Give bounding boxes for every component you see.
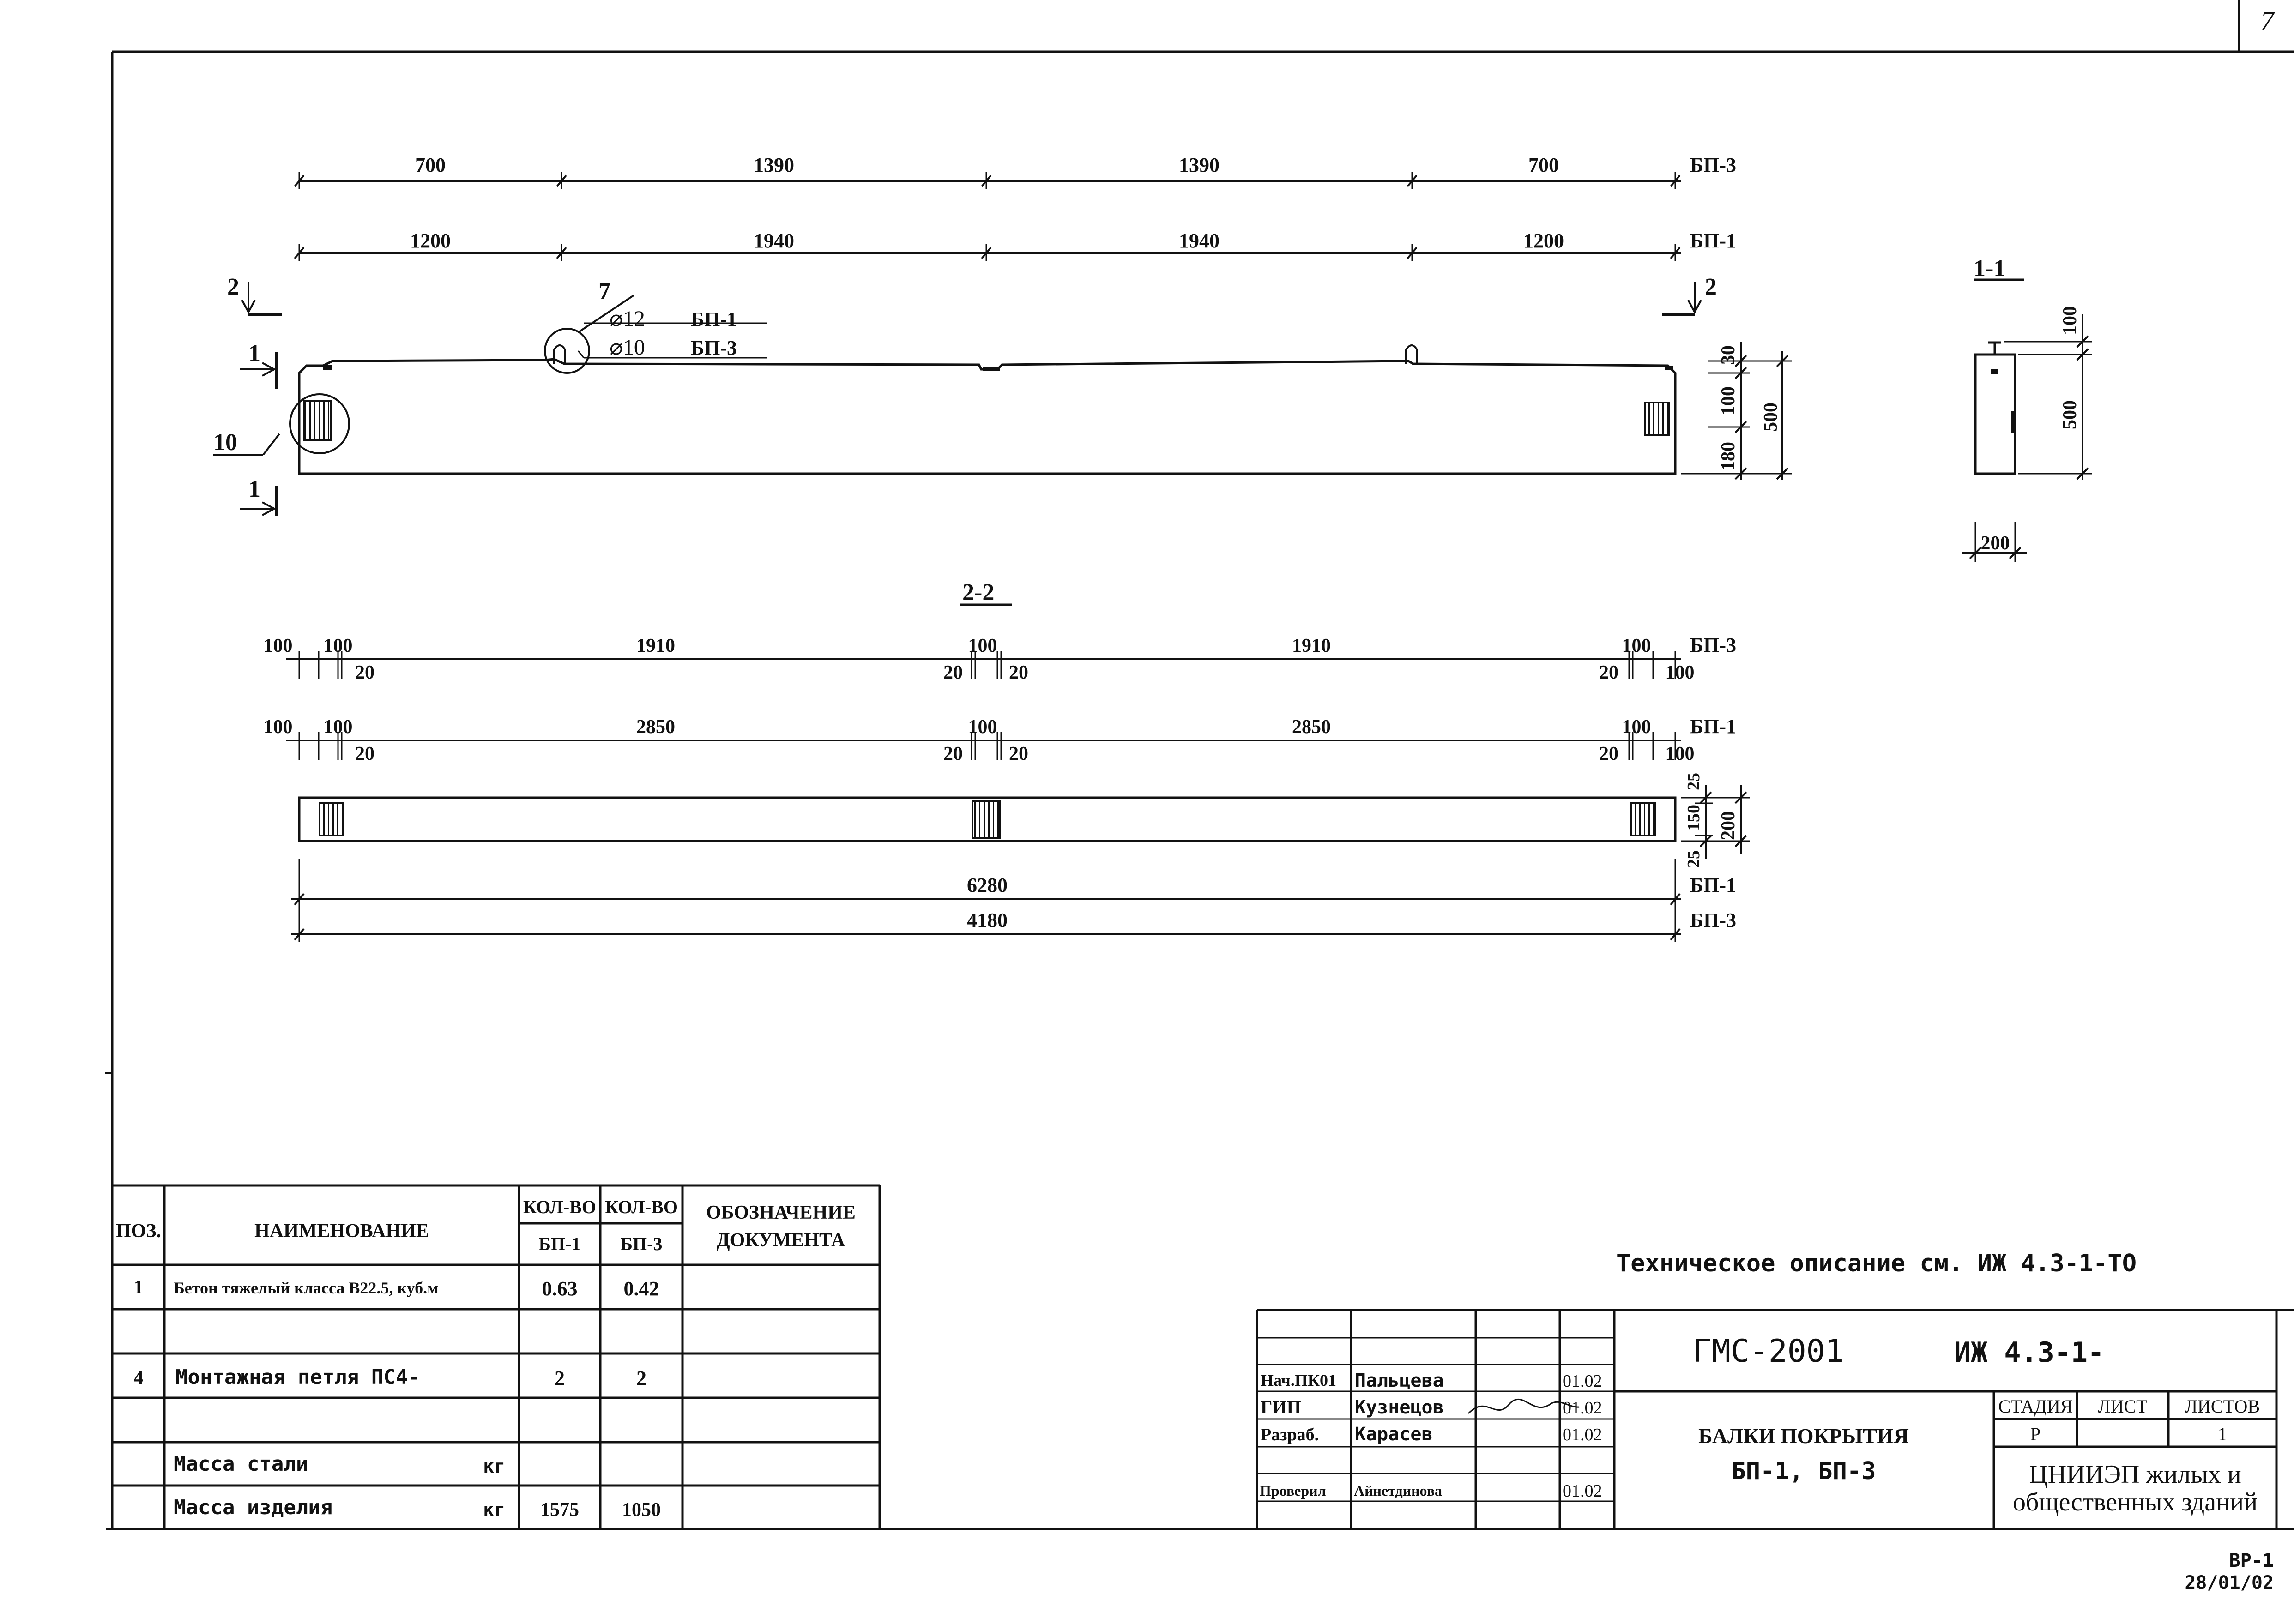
- elevation-view: [213, 154, 1792, 516]
- dim-text: 100: [263, 635, 293, 656]
- signature-row: [1261, 1397, 1602, 1418]
- sign-date: 01.02: [1563, 1371, 1602, 1391]
- dim-text: 1390: [754, 154, 794, 176]
- person-name: Карасев: [1355, 1424, 1433, 1445]
- col-header-name: НАИМЕНОВАНИЕ: [254, 1221, 429, 1242]
- stage-header: СТАДИЯ: [1998, 1396, 2073, 1417]
- dim-row-bp3-top: [295, 154, 1736, 189]
- table-row-mass-item: [174, 1496, 661, 1521]
- dim-text: 1940: [1179, 229, 1219, 252]
- cell-qty1: 2: [555, 1367, 565, 1389]
- plan-2-2-view: [264, 579, 1751, 942]
- stage-value: Р: [2030, 1424, 2041, 1444]
- project-code: ГМС-2001: [1693, 1333, 1844, 1370]
- dim-text: 100: [1665, 743, 1695, 764]
- dim-text: 180: [1718, 442, 1739, 471]
- dim-text: 1910: [1292, 635, 1331, 656]
- embedded-plate: [972, 801, 1000, 838]
- corner-mark: 7: [2260, 6, 2274, 36]
- sign-date: 01.02: [1563, 1425, 1602, 1444]
- cell-qty1: 0.63: [542, 1277, 578, 1300]
- bottom-date: 28/01/02: [2185, 1572, 2274, 1594]
- col-header-qty1: КОЛ-ВО: [523, 1197, 597, 1217]
- callout-label: БП-1: [691, 308, 737, 331]
- dim-text: 20: [1009, 743, 1028, 764]
- cell-name: Масса изделия: [174, 1496, 333, 1519]
- dim-text: 25: [1684, 773, 1703, 790]
- table-row-mass-steel: [174, 1452, 505, 1477]
- dim-text: 4180: [967, 909, 1008, 932]
- cell-qty2: 0.42: [623, 1277, 659, 1300]
- dim-label: БП-1: [1690, 715, 1736, 738]
- callout-diam-12: ⌀12: [610, 307, 645, 331]
- callout-circle-loop: [545, 329, 589, 373]
- plan-dim-row-bp3: [264, 634, 1736, 683]
- sign-date: 01.02: [1563, 1481, 1602, 1501]
- dim-text: 100: [323, 716, 353, 738]
- callout-pos-10: 10: [213, 429, 237, 456]
- person-name: Кузнецов: [1355, 1397, 1444, 1418]
- svg-text:1: 1: [248, 476, 260, 502]
- dim-text: 2850: [1292, 716, 1331, 738]
- section-mark-2-left: [227, 274, 282, 315]
- col-header-doc: ОБОЗНАЧЕНИЕ: [706, 1202, 856, 1223]
- dim-text: 20: [943, 743, 963, 764]
- dim-text: 20: [943, 662, 963, 683]
- cell-qty1: 1575: [540, 1499, 579, 1521]
- dim-text: 200: [1980, 533, 2010, 554]
- technical-note: Техническое описание см. ИЖ 4.3-1-ТО: [1616, 1250, 2137, 1277]
- col-header-pos: ПОЗ.: [115, 1221, 162, 1242]
- sheets-header: ЛИСТОВ: [2185, 1396, 2260, 1417]
- dim-row-bp1: [295, 229, 1736, 261]
- dim-text: 20: [355, 743, 374, 764]
- cell-name: Масса стали: [174, 1452, 308, 1476]
- embedded-plate: [1645, 403, 1669, 435]
- dim-text: 1390: [1179, 154, 1219, 176]
- dim-label: БП-3: [1690, 154, 1736, 176]
- signature-row: [1261, 1370, 1602, 1391]
- dim-text: 700: [415, 154, 446, 176]
- sign-date: 01.02: [1563, 1398, 1602, 1418]
- dim-text: 30: [1718, 345, 1739, 365]
- dim-text: 25: [1684, 850, 1703, 868]
- col-header-qty1-sub: БП-1: [538, 1233, 581, 1254]
- svg-text:2: 2: [227, 274, 239, 300]
- svg-text:2: 2: [1705, 274, 1717, 300]
- dim-text: 100: [323, 635, 353, 656]
- cell-qty2: 2: [636, 1367, 646, 1389]
- dim-text: 1200: [410, 229, 451, 252]
- beam-elevation-outline: [299, 359, 1675, 474]
- person-name: Айнетдинова: [1354, 1482, 1443, 1499]
- plan-side-dims: [1681, 773, 1750, 868]
- document-code: ИЖ 4.3-1-: [1954, 1336, 2105, 1369]
- section-mark-1-top: [240, 340, 276, 389]
- col-header-qty2: КОЛ-ВО: [604, 1197, 678, 1217]
- title-block: [1257, 1310, 2294, 1529]
- section-mark-1-bottom: [240, 476, 276, 516]
- organization: общественных зданий: [2012, 1488, 2258, 1516]
- section-1-1-view: [1962, 255, 2092, 562]
- dim-text: 6280: [967, 874, 1008, 896]
- embedded-plate: [320, 803, 344, 836]
- dim-text: 100: [968, 635, 997, 656]
- dim-text: 200: [1718, 811, 1739, 840]
- callout-pos-7: 7: [598, 278, 610, 305]
- role-label: Проверил: [1260, 1482, 1326, 1499]
- dim-text: 20: [1009, 662, 1028, 683]
- dim-text: 700: [1528, 154, 1559, 176]
- drawing-subtitle: БП-1, БП-3: [1731, 1457, 1876, 1485]
- dim-text: 100: [2059, 306, 2081, 335]
- drawing-title: БАЛКИ ПОКРЫТИЯ: [1698, 1424, 1909, 1448]
- role-label: Разраб.: [1261, 1425, 1319, 1444]
- dim-text: 100: [1665, 662, 1695, 683]
- embedded-plate: [304, 401, 331, 440]
- dim-text: 1910: [636, 635, 675, 656]
- sheets-value: 1: [2218, 1424, 2227, 1444]
- dim-text: 20: [1599, 743, 1618, 764]
- dim-text: 500: [2059, 400, 2081, 429]
- col-header-qty2-sub: БП-3: [620, 1233, 663, 1254]
- dim-text: 1200: [1523, 229, 1564, 252]
- specification-table: [112, 1185, 880, 1529]
- dim-text: 100: [968, 716, 997, 738]
- cell-unit: кг: [483, 1499, 506, 1521]
- cell-qty2: 1050: [622, 1499, 661, 1521]
- vertical-dims: [1681, 342, 1792, 480]
- sheet-header: ЛИСТ: [2098, 1396, 2148, 1417]
- dim-label: БП-3: [1690, 909, 1736, 932]
- section-title: 2-2: [962, 579, 995, 606]
- person-name: Пальцева: [1355, 1370, 1444, 1391]
- dim-text: 20: [355, 662, 374, 683]
- embedded-plate: [1631, 803, 1655, 836]
- table-row: [134, 1277, 659, 1300]
- dim-text: 2850: [636, 716, 675, 738]
- dim-label: БП-1: [1690, 874, 1736, 896]
- dim-text: 100: [1622, 716, 1651, 738]
- role-label: Нач.ПК01: [1261, 1371, 1336, 1389]
- dim-label: БП-1: [1690, 229, 1736, 252]
- cell-unit: кг: [483, 1456, 506, 1477]
- callout-diam-10: ⌀10: [610, 335, 645, 360]
- cell-pos: 1: [133, 1277, 144, 1298]
- signature-row: [1261, 1424, 1602, 1445]
- cell-pos: 4: [133, 1367, 144, 1389]
- signature-row: [1260, 1481, 1602, 1501]
- dim-text: 1940: [754, 229, 794, 252]
- cell-name: Бетон тяжелый класса В22.5, куб.м: [174, 1279, 439, 1297]
- dim-text: 150: [1684, 805, 1703, 831]
- table-row: [134, 1365, 647, 1389]
- section-mark-2-right: [1662, 274, 1717, 315]
- dim-text: 100: [1718, 386, 1739, 415]
- dim-text: 100: [263, 716, 293, 738]
- role-label: ГИП: [1261, 1397, 1301, 1418]
- bottom-code: ВР-1: [2229, 1550, 2274, 1571]
- svg-text:1: 1: [248, 340, 260, 367]
- organization: ЦНИИЭП жилых и: [2029, 1460, 2241, 1489]
- dim-text: 500: [1760, 403, 1781, 432]
- plan-overall-dims: [291, 859, 1736, 942]
- section-title: 1-1: [1974, 255, 2006, 282]
- callout-label: БП-3: [691, 337, 737, 359]
- dim-label: БП-3: [1690, 634, 1736, 656]
- cell-name: Монтажная петля ПС4-: [175, 1365, 420, 1389]
- dim-text: 20: [1599, 662, 1618, 683]
- dim-text: 100: [1622, 635, 1651, 656]
- plan-dim-row-bp1: [264, 715, 1736, 764]
- col-header-doc: ДОКУМЕНТА: [716, 1230, 845, 1251]
